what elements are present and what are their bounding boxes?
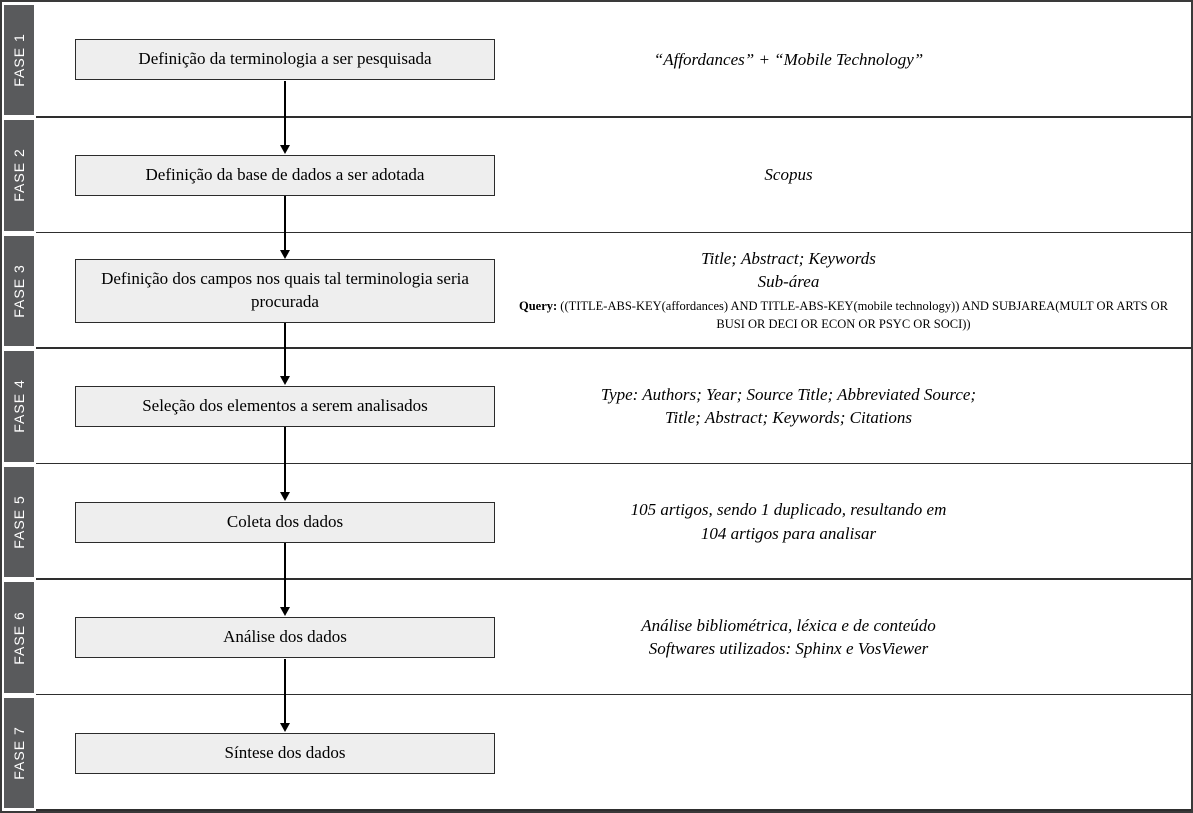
arrow-shaft — [284, 427, 286, 492]
note-column-7 — [536, 695, 1191, 811]
process-box-text-1: Definição da terminologia a ser pesquisada — [138, 49, 432, 69]
phase-row-6 — [2, 580, 1191, 696]
flow-arrow-1-2 — [280, 81, 290, 154]
annotation-5-line-1: 105 artigos, sendo 1 duplicado, resultando em — [630, 500, 947, 520]
note-column-6 — [536, 580, 1191, 696]
arrow-head-icon — [280, 250, 290, 259]
phase-row-1 — [2, 2, 1191, 118]
note-column-3 — [518, 233, 1191, 349]
phase-row-2 — [2, 118, 1191, 234]
annotation-5-line-2: 104 artigos para analisar — [700, 523, 877, 543]
fase-strip-7 — [4, 698, 34, 809]
note-column-1 — [536, 2, 1191, 118]
process-box-6 — [75, 617, 495, 658]
arrow-head-icon — [280, 607, 290, 616]
arrow-head-icon — [280, 145, 290, 154]
phase-row-4 — [2, 349, 1191, 465]
flow-arrow-2-3 — [280, 196, 290, 259]
fase-label-5: FASE 5 — [11, 495, 27, 549]
arrow-shaft — [284, 659, 286, 723]
flow-arrow-6-7 — [280, 659, 290, 732]
fase-label-6: FASE 6 — [11, 610, 27, 665]
note-column-4 — [536, 349, 1191, 465]
fase-strip-2 — [4, 120, 34, 231]
arrow-head-icon — [280, 492, 290, 501]
phase-row-5 — [2, 464, 1191, 580]
fase-strip-6 — [4, 582, 34, 693]
arrow-head-icon — [280, 376, 290, 385]
arrow-shaft — [284, 81, 286, 145]
process-box-text-2: Definição da base de dados a ser adotada — [145, 164, 425, 184]
note-column-2 — [536, 118, 1191, 234]
flow-arrow-3-4 — [280, 323, 290, 385]
fase-label-2: FASE 2 — [11, 148, 27, 203]
query-string — [511, 297, 1176, 335]
annotation-4-line-2: Title; Abstract; Keywords; Citations — [665, 407, 912, 427]
process-box-1 — [75, 39, 495, 80]
arrow-head-icon — [280, 723, 290, 732]
flow-arrow-4-5 — [280, 427, 290, 501]
process-box-text-4: Seleção dos elementos a serem analisados — [142, 396, 428, 415]
fase-strip-1 — [4, 5, 34, 116]
flow-arrow-5-6 — [280, 543, 290, 616]
process-box-5 — [75, 502, 495, 543]
process-box-text-6: Análise dos dados — [223, 627, 347, 647]
annotation-4-line-1: Type: Authors; Year; Source Title; Abbreviated Source; — [600, 384, 977, 404]
process-box-2 — [75, 155, 495, 196]
fase-label-3: FASE 3 — [11, 264, 27, 318]
annotation-6-line-1: Análise bibliométrica, léxica e de conteúdo — [641, 615, 936, 635]
process-box-3 — [75, 259, 495, 323]
process-box-7 — [75, 733, 495, 774]
process-box-text-3: Definição dos campos nos quais tal terminologia seria procurada — [101, 268, 469, 311]
process-box-text-5: Coleta dos dados — [226, 511, 344, 531]
annotation-1-line-1: “Affordances” + “Mobile Technology” — [653, 49, 924, 69]
phase-row-7 — [2, 695, 1191, 811]
annotation-3-line-2: Sub-área — [757, 272, 820, 292]
fase-strip-4 — [4, 351, 34, 462]
fase-label-7: FASE 7 — [11, 726, 27, 780]
annotation-3-line-1: Title; Abstract; Keywords — [701, 248, 876, 268]
process-box-4 — [75, 386, 495, 427]
query-prefix: Query: — [518, 298, 558, 313]
fase-label-1: FASE 1 — [11, 33, 27, 87]
fase-strip-5 — [4, 467, 34, 578]
arrow-shaft — [284, 323, 286, 376]
note-column-5 — [536, 464, 1191, 580]
arrow-shaft — [284, 543, 286, 607]
annotation-2-line-1: Scopus — [764, 165, 813, 185]
process-box-text-7: Síntese dos dados — [224, 742, 346, 762]
fase-label-4: FASE 4 — [11, 379, 27, 434]
arrow-shaft — [284, 196, 286, 250]
query-text: ((TITLE-ABS-KEY(affordances) AND TITLE-ABS-KEY(mobile technology)) AND SUBJAREA(MULT OR ARTS OR BUSI OR DECI OR ECON OR PSYC OR SOCI)) — [557, 298, 1169, 332]
phase-row-3 — [2, 233, 1191, 349]
fase-strip-3 — [4, 236, 34, 347]
annotation-6-line-2: Softwares utilizados: Sphinx e VosViewer — [648, 639, 929, 659]
